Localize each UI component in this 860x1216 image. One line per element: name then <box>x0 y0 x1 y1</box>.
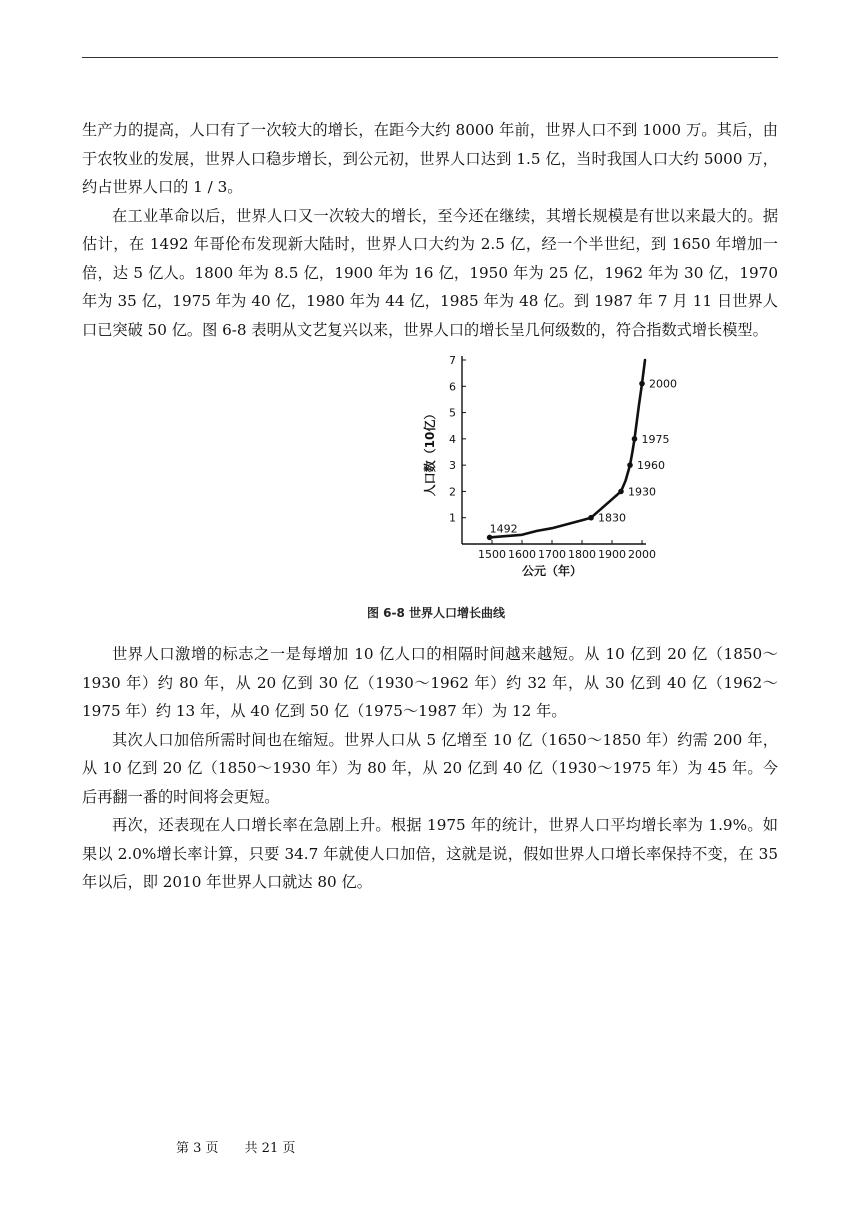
y-tick-label-3: 3 <box>449 459 456 473</box>
paragraph-5: 再次，还表现在人口增长率在急剧上升。根据 1975 年的统计，世界人口平均增长率为 1.9%。如果以 2.0%增长率计算，只要 34.7 年就使人口加倍，这就是说，假如世界人口增长率保持不变，在 35 年以后，即 2010 年世界人口就达 80 亿。 <box>82 816 778 891</box>
point-1930 <box>618 489 624 495</box>
figure-caption: 图 6-8 世界人口增长曲线 <box>367 606 506 620</box>
point-label-1975: 1975 <box>641 432 670 446</box>
page-number: 第 3 页 <box>176 1141 219 1156</box>
y-tick-label-5: 5 <box>449 406 456 420</box>
point-1830 <box>588 515 594 521</box>
point-label-1960: 1960 <box>637 459 665 473</box>
paragraph-2: 在工业革命以后，世界人口又一次较大的增长，至今还在继续，其增长规模是有世以来最大的。据估计，在 1492 年哥伦布发现新大陆时，世界人口大约为 2.5 亿，经一个半世纪，到 1650 年增加一倍，达 5 亿人。1800 年为 8.5 亿，1900 年为 16 亿，1950 年为 25 亿，1962 年为 30 亿，1970 年为 35 亿，1975 年为 40 亿，1980 年为 44 亿，1985 年为 48 亿。到 1987 年 7 月 11 日世界人口已突破 50 亿。图 6-8 表明从文艺复兴以来，世界人口的增长呈几何级数的，符合指数式增长模型。 <box>82 206 778 339</box>
point-2000 <box>639 381 645 387</box>
x-tick-label-1600: 1600 <box>508 548 536 561</box>
point-label-2000: 2000 <box>649 377 677 391</box>
page-footer <box>176 1137 295 1156</box>
y-tick-label-6: 6 <box>449 380 456 394</box>
x-axis-label: 公元（年） <box>521 564 583 578</box>
point-1975 <box>632 436 638 442</box>
paragraph-1: 生产力的提高，人口有了一次较大的增长，在距今大约 8000 年前，世界人口不到 1000 万。其后，由于农牧业的发展，世界人口稳步增长，到公元初，世界人口达到 1.5 亿，当时我国人口大约 5000 万，约占世界人口的 1 / 3。 <box>82 121 778 196</box>
figure-population-growth <box>82 352 778 630</box>
paragraph-4: 其次人口加倍所需时间也在缩短。世界人口从 5 亿增至 10 亿（1650～1850 年）约需 200 年，从 10 亿到 20 亿（1850～1930 年）为 80 年，从 20 亿到 40 亿（1930～1975 年）为 45 年。今后再翻一番的时间将会更短。 <box>82 730 778 806</box>
point-label-1830: 1830 <box>598 511 626 525</box>
x-tick-label-1700: 1700 <box>538 548 566 561</box>
paragraph-3: 世界人口激增的标志之一是每增加 10 亿人口的相隔时间越来越短。从 10 亿到 20 亿（1850～1930 年）约 80 年，从 20 亿到 30 亿（1930～1962 年）约 32 年，从 30 亿到 40 亿（1962～1975 年）约 13 年，从 40 亿到 50 亿（1975～1987 年）为 12 年。 <box>82 645 778 720</box>
population-growth-chart <box>346 352 677 600</box>
y-tick-label-7: 7 <box>449 354 456 367</box>
y-tick-label-4: 4 <box>449 432 456 446</box>
y-tick-label-1: 1 <box>449 511 456 525</box>
point-label-1930: 1930 <box>628 485 656 499</box>
y-axis-label: 人口数（10亿） <box>423 407 437 497</box>
point-1960 <box>627 462 633 468</box>
total-pages: 共 21 页 <box>244 1141 296 1156</box>
y-tick-label-2: 2 <box>449 485 456 499</box>
x-tick-label-2000: 2000 <box>628 548 656 561</box>
x-tick-label-1800: 1800 <box>568 548 596 561</box>
x-tick-label-1900: 1900 <box>598 548 626 561</box>
page-content <box>82 116 778 897</box>
header-rule <box>82 57 778 58</box>
point-label-1492: 1492 <box>489 522 518 536</box>
point-1492 <box>487 535 493 541</box>
x-tick-label-1500: 1500 <box>478 548 506 561</box>
